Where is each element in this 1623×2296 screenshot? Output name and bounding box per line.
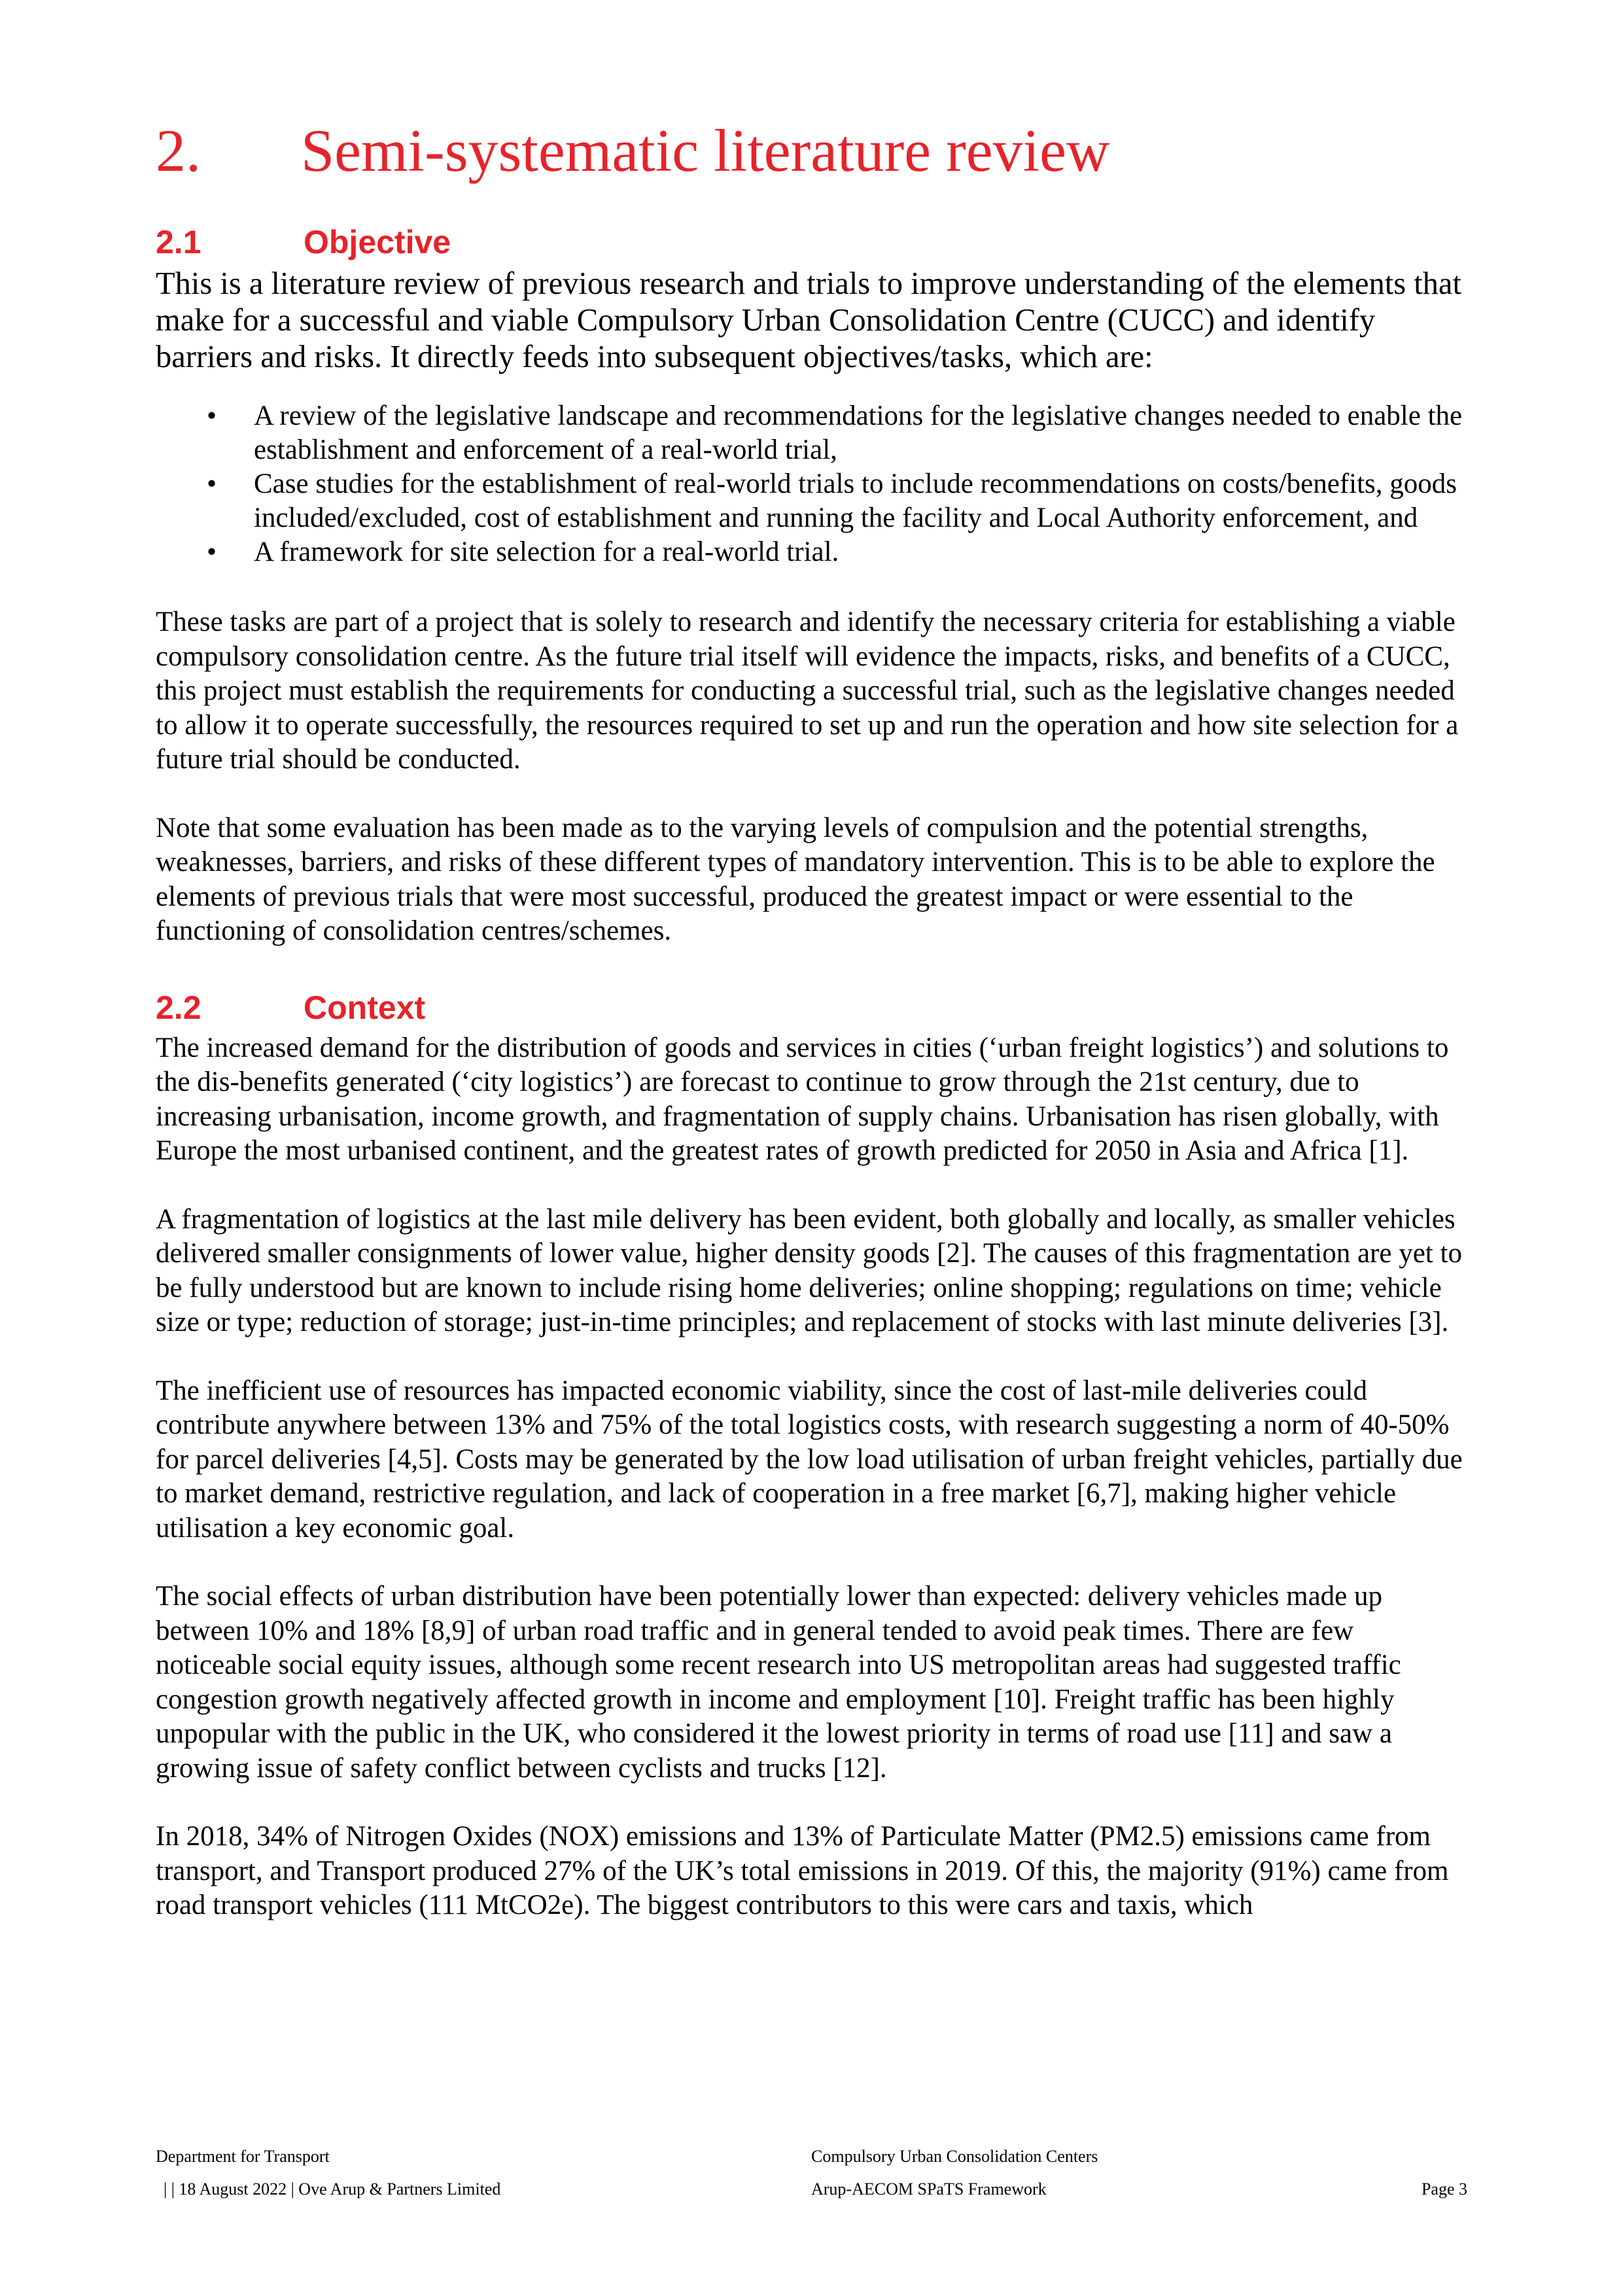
objective-intro-paragraph: This is a literature review of previous research and trials to improve understanding of the elements that make for a successful and viable Compulsory Urban Consolidation Centre (CUCC) and identify barriers and risks. It directly feeds into subsequent objectives/tasks, which are:: [156, 266, 1461, 374]
list-item-text: A framework for site selection for a real-world trial.: [254, 537, 839, 567]
footer-page-number: Page 3: [1421, 2180, 1467, 2199]
page-content: [156, 111, 1467, 1923]
bullet-icon: •: [207, 468, 217, 499]
body-paragraph: Note that some evaluation has been made as to the varying levels of compulsion and the potential strengths, weaknesses, barriers, and risks of these different types of mandatory intervention. This is to be able to explore the elements of previous trials that were most successful, produced the greatest impact or were essential to the functioning of consolidation centres/schemes.: [156, 812, 1435, 946]
section-number: 2.2: [156, 989, 201, 1026]
body-paragraph: The inefficient use of resources has impacted economic viability, since the cost of last-mile deliveries could contribute anywhere between 13% and 75% of the total logistics costs, with research suggesting a norm of 40-50% for parcel deliveries [4,5]. Costs may be generated by the low load utilisation of urban freight vehicles, partially due to market demand, restrictive regulation, and lack of cooperation in a free market [6,7], making higher vehicle utilisation a key economic goal.: [156, 1375, 1463, 1544]
section-title: Objective: [304, 224, 451, 260]
section-number: 2.1: [156, 224, 201, 260]
section-title: Context: [304, 989, 426, 1026]
list-item: [156, 535, 1467, 569]
chapter-number: 2.: [156, 117, 201, 184]
body-paragraph: These tasks are part of a project that is solely to research and identify the necessary criteria for establishing a viable compulsory consolidation centre. As the future trial itself will evidence the impacts, risks, and benefits of a CUCC, this project must establish the requirements for conducting a successful trial, such as the legislative changes needed to allow it to operate successfully, the resources required to set up and run the operation and how site selection for a future trial should be conducted.: [156, 607, 1459, 775]
body-paragraph: In 2018, 34% of Nitrogen Oxides (NOX) emissions and 13% of Particulate Matter (PM2.5) emissions came from transport, and Transport produced 27% of the UK’s total emissions in 2019. Of this, the majority (91%) came from road transport vehicles (111 MtCO2e). The biggest contributors to this were cars and taxis, which: [156, 1821, 1449, 1920]
body-paragraph: The increased demand for the distribution of goods and services in cities (‘urban freight logistics’) and solutions to the dis-benefits generated (‘city logistics’) are forecast to continue to grow through the 21st century, due to increasing urbanisation, income growth, and fragmentation of supply chains. Urbanisation has risen globally, with Europe the most urbanised continent, and the greatest rates of growth predicted for 2050 in Asia and Africa [1].: [156, 1032, 1449, 1166]
list-item-text: A review of the legislative landscape and recommendations for the legislative changes needed to enable the establishment and enforcement of a real-world trial,: [254, 400, 1463, 465]
footer-date-company: | | 18 August 2022 | Ove Arup & Partners Limited: [164, 2180, 501, 2199]
list-item: [156, 399, 1467, 467]
chapter-heading: [156, 111, 1467, 190]
chapter-title: Semi-systematic literature review: [301, 117, 1110, 184]
objective-task-list: [156, 399, 1467, 569]
body-paragraph: The social effects of urban distribution have been potentially lower than expected: delivery vehicles made up between 10% and 18% [8,9] of urban road traffic and in general tended to avoid peak times. There are few noticeable social equity issues, although some recent research into US metropolitan areas had suggested traffic congestion growth negatively affected growth in income and employment [10]. Freight traffic has been highly unpopular with the public in the UK, who considered it the lowest priority in terms of road use [11] and saw a growing issue of safety conflict between cyclists and trucks [12].: [156, 1581, 1401, 1784]
section-heading-objective: [156, 221, 1467, 263]
bullet-icon: •: [207, 537, 217, 567]
list-item: [156, 467, 1467, 535]
footer-framework: Arup-AECOM SPaTS Framework: [811, 2180, 1047, 2199]
bullet-icon: •: [207, 400, 217, 431]
footer-client: Department for Transport: [156, 2147, 330, 2166]
section-heading-context: [156, 987, 1467, 1029]
list-item-text: Case studies for the establishment of real-world trials to include recommendations on costs/benefits, goods included/excluded, cost of establishment and running the facility and Local Authority enforcement, and: [254, 468, 1457, 533]
footer-project-title: Compulsory Urban Consolidation Centers: [811, 2147, 1098, 2166]
body-paragraph: A fragmentation of logistics at the last mile delivery has been evident, both globally and locally, as smaller vehicles delivered smaller consignments of lower value, higher density goods [2]. The causes of this fragmentation are yet to be fully understood but are known to include rising home deliveries; online shopping; regulations on time; vehicle size or type; reduction of storage; just-in-time principles; and replacement of stocks with last minute deliveries [3].: [156, 1203, 1462, 1337]
